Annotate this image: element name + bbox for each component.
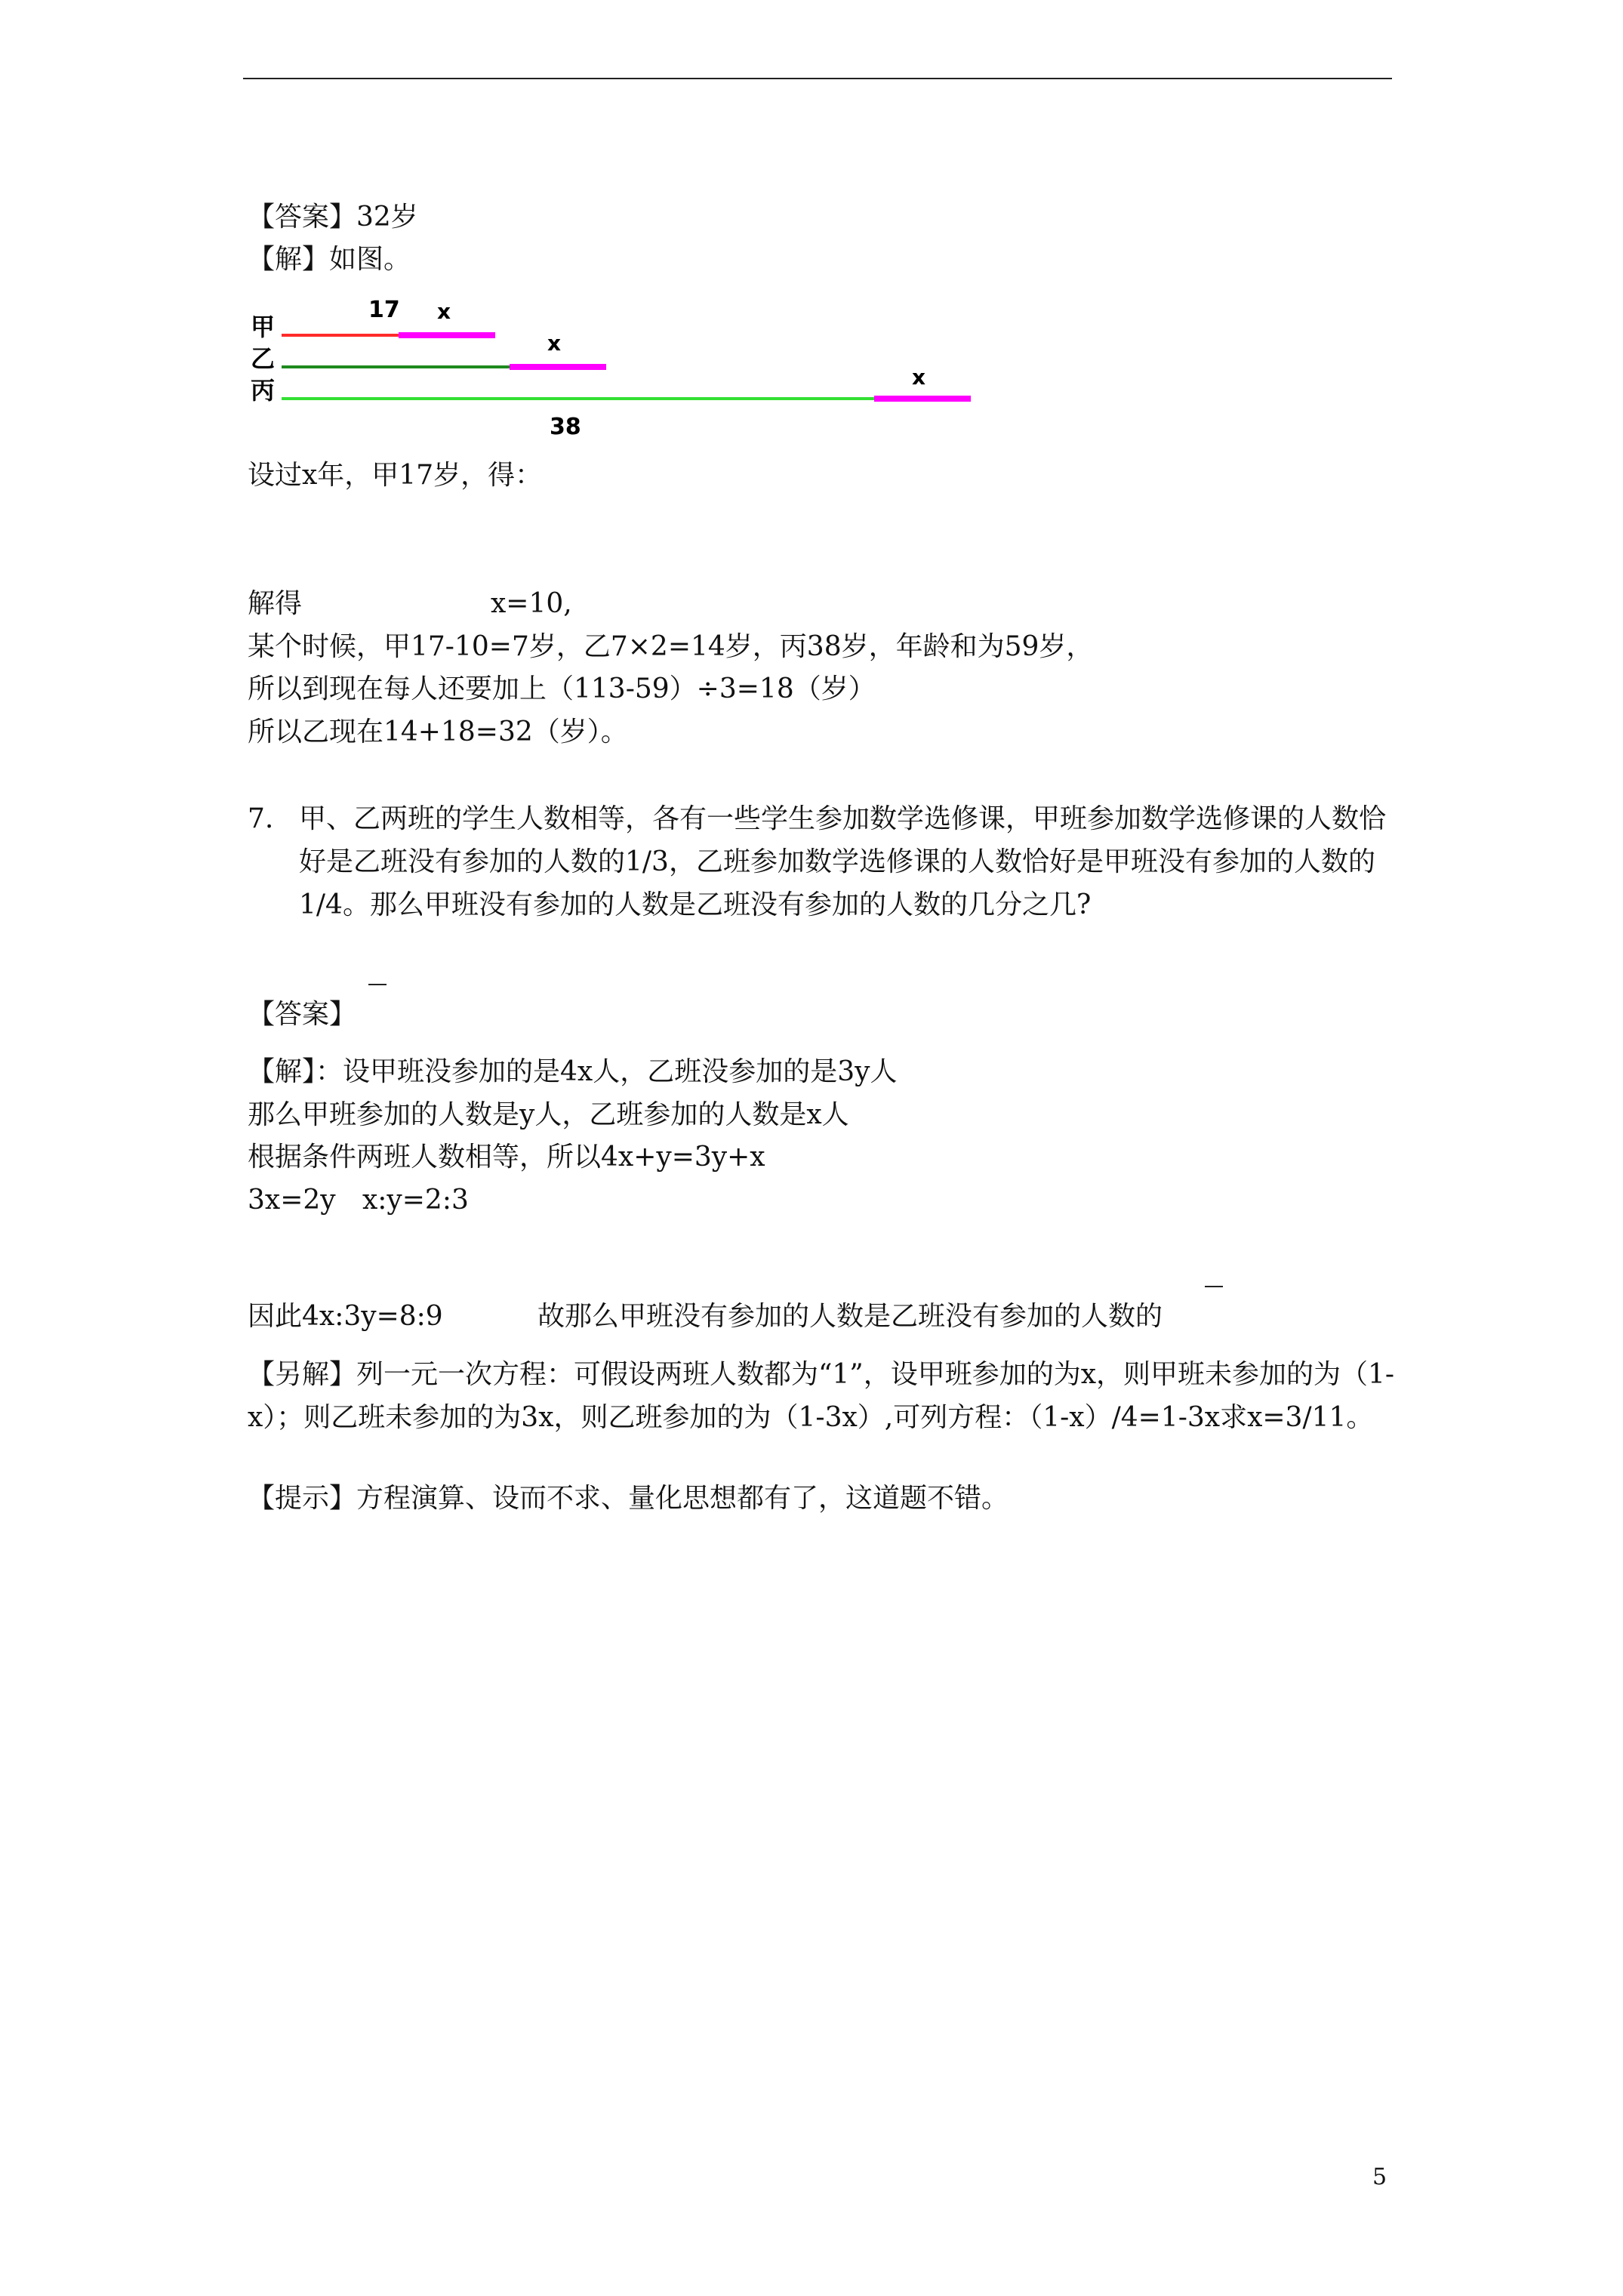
hint: 【提示】方程演算、设而不求、量化思想都有了，这道题不错。	[248, 1483, 1009, 1514]
question-text: 甲、乙两班的学生人数相等，各有一些学生参加数学选修课，甲班参加数学选修课的人数恰好是乙班没有参加的人数的1/3，乙班参加数学选修课的人数恰好是甲班没有参加的人数的1/4。那么甲班没有参加的人数是乙班没有参加的人数的几分之几?	[299, 803, 1387, 920]
question-number: 7.	[248, 803, 274, 834]
page-number: 5	[1372, 2164, 1387, 2190]
label-x-bing: x	[912, 365, 926, 390]
solve-label: 解得	[248, 588, 303, 619]
label-yi: 乙	[251, 344, 276, 373]
label-17: 17	[368, 297, 400, 323]
question-7	[248, 797, 1403, 926]
solution-2-line-3: 根据条件两班人数相等，所以4x+y=3y+x	[248, 1142, 765, 1173]
age-diagram	[248, 291, 987, 453]
solution-2-line-2: 那么甲班参加的人数是y人，乙班参加的人数是x人	[248, 1099, 849, 1130]
step-3: 所以乙现在14+18=32（岁）。	[248, 717, 628, 747]
label-x-jia: x	[437, 299, 451, 324]
step-1: 某个时候，甲17-10=7岁，乙7×2=14岁，丙38岁，年龄和为59岁，	[248, 631, 1094, 662]
solution-2-line-1: 【解】：设甲班没参加的是4x人，乙班没参加的是3y人	[248, 1056, 898, 1087]
alternative-solution: 【另解】列一元一次方程：可假设两班人数都为“1”，设甲班参加的为x，则甲班未参加的为（1-x）；则乙班未参加的为3x，则乙班参加的为（1-3x）,可列方程：（1-x）/4=1-3x求x=3/11。	[248, 1359, 1395, 1433]
answer-1: 【答案】32岁	[248, 202, 418, 233]
label-38: 38	[550, 414, 581, 440]
solution-2-line-4a: 3x=2y	[248, 1185, 336, 1216]
solution-2-line-4b: x:y=2:3	[362, 1185, 469, 1216]
solution-2-line-5b: 故那么甲班没有参加的人数是乙班没有参加的人数的	[537, 1301, 1163, 1332]
answer-2: 【答案】	[248, 999, 357, 1030]
label-jia: 甲	[251, 313, 276, 341]
fraction-bar	[1205, 1286, 1223, 1287]
step-2: 所以到现在每人还要加上（113-59）÷3=18（岁）	[248, 673, 876, 704]
fraction-bar	[368, 984, 387, 985]
label-bing: 丙	[251, 376, 276, 405]
solve-result: x=10,	[491, 588, 572, 619]
label-x-yi: x	[547, 331, 562, 356]
setup-line: 设过x年，甲17岁，得：	[248, 460, 543, 491]
solution-2-line-5a: 因此4x:3y=8:9	[248, 1301, 443, 1332]
header-rule	[243, 78, 1392, 79]
solution-1-intro: 【解】如图。	[248, 244, 411, 275]
